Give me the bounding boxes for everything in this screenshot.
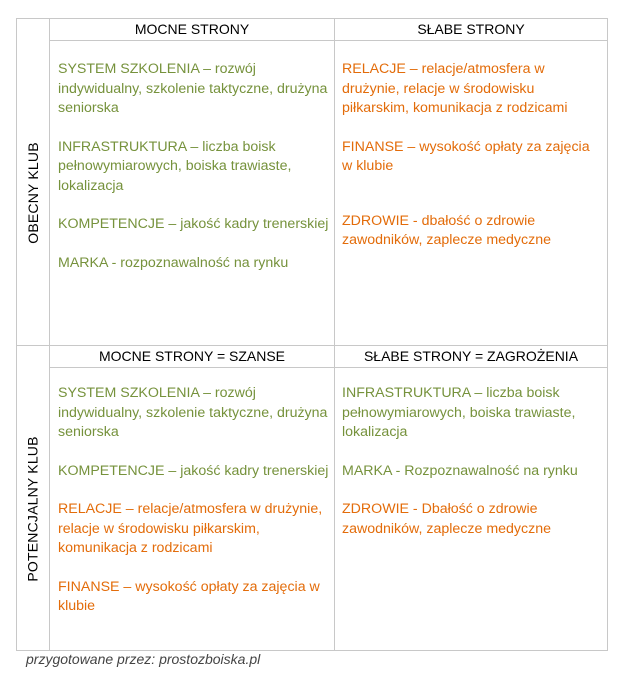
list-item: KOMPETENCJE – jakość kadry trenerskiej xyxy=(58,216,329,232)
potential-threats-header: SŁABE STRONY = ZAGROŻENIA xyxy=(363,348,579,364)
list-item: FINANSE – wysokość opłaty za zajęcia w klubie xyxy=(58,578,320,614)
swot-table xyxy=(16,18,608,651)
potential-club-label-text: POTENCJALNY KLUB xyxy=(24,436,41,582)
list-item: SYSTEM SZKOLENIA – rozwój indywidualny, szkolenie taktyczne, drużyna seniorska xyxy=(58,385,328,440)
current-strengths xyxy=(58,60,332,273)
current-strengths-header: MOCNE STRONY xyxy=(134,21,250,37)
list-item: FINANSE – wysokość opłaty za zajęcia w klubie xyxy=(342,138,590,174)
current-weaknesses-header: SŁABE STRONY xyxy=(417,21,525,37)
divider-middle xyxy=(334,18,335,651)
list-item: KOMPETENCJE – jakość kadry trenerskiej xyxy=(58,462,329,479)
list-item: INFRASTRUKTURA – liczba boisk pełnowymiarowych, boiska trawiaste, lokalizacja xyxy=(58,138,292,194)
current-weaknesses xyxy=(342,60,600,251)
divider-header-1 xyxy=(49,40,608,41)
footer-credit: przygotowane przez: prostozboiska.pl xyxy=(26,651,261,667)
current-club-label xyxy=(16,41,49,345)
divider-side xyxy=(49,18,50,651)
potential-opportunities xyxy=(58,384,332,617)
potential-threats xyxy=(342,384,604,539)
border-right xyxy=(607,18,608,651)
list-item: MARKA - rozpoznawalność na rynku xyxy=(58,254,289,271)
list-item: ZDROWIE - dbałość o zdrowie zawodników, zaplecze medyczne xyxy=(342,212,551,248)
list-item: ZDROWIE - Dbałość o zdrowie zawodników, zaplecze medyczne xyxy=(342,501,551,537)
list-item: RELACJE – relacje/atmosfera w drużynie, relacje w środowisku piłkarskim, komunikacja z rodzicami xyxy=(342,61,568,116)
current-club-label-text: OBECNY KLUB xyxy=(24,142,41,244)
list-item: RELACJE – relacje/atmosfera w drużynie, relacje w środowisku piłkarskim, komunikacja z rodzicami xyxy=(58,501,323,556)
potential-club-label xyxy=(16,368,49,650)
list-item: MARKA - Rozpoznawalność na rynku xyxy=(342,462,578,479)
list-item: SYSTEM SZKOLENIA – rozwój indywidualny, szkolenie taktyczne, drużyna seniorska xyxy=(58,61,328,116)
divider-header-2 xyxy=(49,367,608,368)
list-item: INFRASTRUKTURA – liczba boisk pełnowymiarowych, boiska trawiaste, lokalizacja xyxy=(342,385,576,440)
potential-opportunities-header: MOCNE STRONY = SZANSE xyxy=(98,348,286,364)
